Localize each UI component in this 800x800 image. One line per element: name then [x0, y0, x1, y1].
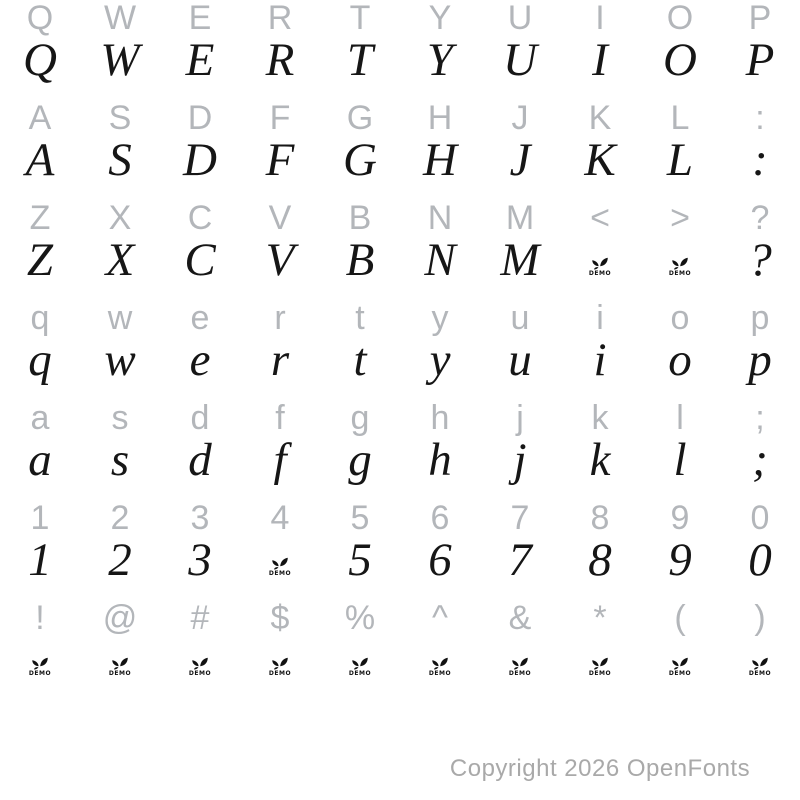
demo-placeholder-glyph — [509, 654, 531, 677]
demo-placeholder-label: DEMO — [588, 270, 612, 277]
reference-glyph: ) — [754, 599, 766, 637]
reference-glyph: 9 — [670, 499, 690, 537]
rendered-glyph-demo-placeholder — [240, 637, 320, 685]
demo-placeholder-glyph — [349, 654, 371, 677]
reference-row-symbols-row — [0, 601, 800, 635]
reference-glyph: C — [187, 199, 213, 237]
fleuron-ornament-icon — [189, 654, 211, 670]
reference-glyph: l — [676, 399, 684, 437]
reference-glyph: r — [274, 299, 286, 337]
reference-glyph: Y — [428, 0, 452, 37]
demo-placeholder-label: DEMO — [268, 570, 292, 577]
reference-glyph: s — [111, 399, 129, 437]
rendered-glyph-demo-placeholder — [400, 637, 480, 685]
rendered-glyph: C — [184, 234, 216, 286]
fleuron-ornament-icon — [749, 654, 771, 670]
rendered-glyph: ? — [748, 234, 772, 286]
reference-glyph: R — [267, 0, 293, 37]
rendered-glyph: 6 — [428, 534, 452, 586]
rendered-glyph: G — [343, 134, 377, 186]
reference-row-uppercase-top-row — [0, 1, 800, 35]
reference-glyph: M — [505, 199, 535, 237]
reference-glyph: e — [190, 299, 210, 337]
demo-placeholder-glyph — [749, 654, 771, 677]
demo-placeholder-label: DEMO — [28, 670, 52, 677]
copyright-watermark: Copyright 2026 OpenFonts — [449, 755, 751, 782]
rendered-row-lowercase-top-row — [0, 334, 800, 386]
rendered-glyph-demo-placeholder — [160, 637, 240, 685]
rendered-glyph: k — [589, 434, 611, 486]
reference-glyph: G — [346, 99, 374, 137]
rendered-glyph: B — [345, 234, 375, 286]
demo-placeholder-glyph — [109, 654, 131, 677]
demo-placeholder-label: DEMO — [668, 270, 692, 277]
rendered-glyph: M — [500, 234, 540, 286]
rendered-row-symbols-row — [0, 637, 800, 685]
reference-glyph: H — [427, 99, 453, 137]
rendered-glyph: f — [273, 434, 287, 486]
reference-glyph: F — [269, 99, 291, 137]
reference-glyph: g — [350, 399, 370, 437]
reference-glyph: : — [755, 99, 765, 137]
rendered-glyph: X — [105, 234, 135, 286]
rendered-glyph-demo-placeholder — [640, 637, 720, 685]
reference-glyph: 5 — [350, 499, 370, 537]
reference-glyph: # — [190, 599, 210, 637]
fleuron-ornament-icon — [29, 654, 51, 670]
demo-placeholder-glyph — [269, 654, 291, 677]
rendered-glyph: h — [428, 434, 452, 486]
demo-placeholder-glyph — [669, 654, 691, 677]
rendered-glyph-demo-placeholder — [240, 537, 320, 585]
reference-glyph: k — [591, 399, 609, 437]
rendered-glyph: 8 — [588, 534, 612, 586]
reference-glyph: K — [588, 99, 612, 137]
rendered-glyph: j — [513, 434, 527, 486]
rendered-glyph-demo-placeholder — [560, 237, 640, 285]
rendered-glyph-demo-placeholder — [320, 637, 400, 685]
reference-glyph: f — [275, 399, 285, 437]
reference-glyph: j — [516, 399, 524, 437]
reference-row-lowercase-home-row — [0, 401, 800, 435]
reference-glyph: d — [190, 399, 210, 437]
fleuron-ornament-icon — [589, 254, 611, 270]
reference-glyph: B — [348, 199, 372, 237]
reference-glyph: E — [188, 0, 212, 37]
rendered-glyph: T — [346, 34, 374, 86]
rendered-glyph-demo-placeholder — [0, 637, 80, 685]
reference-glyph: ; — [755, 399, 765, 437]
rendered-glyph: S — [108, 134, 132, 186]
rendered-glyph: Y — [426, 34, 454, 86]
rendered-glyph: p — [748, 334, 772, 386]
rendered-glyph: 9 — [668, 534, 692, 586]
reference-glyph: ( — [674, 599, 686, 637]
reference-glyph: 8 — [590, 499, 610, 537]
demo-placeholder-label: DEMO — [108, 670, 132, 677]
rendered-glyph: d — [188, 434, 212, 486]
rendered-glyph: u — [508, 334, 532, 386]
rendered-glyph: l — [673, 434, 687, 486]
reference-glyph: V — [268, 199, 292, 237]
demo-placeholder-label: DEMO — [668, 670, 692, 677]
demo-placeholder-label: DEMO — [188, 670, 212, 677]
rendered-glyph: 3 — [188, 534, 212, 586]
reference-glyph: 1 — [30, 499, 50, 537]
reference-glyph: N — [427, 199, 453, 237]
rendered-glyph: 0 — [748, 534, 772, 586]
rendered-glyph-demo-placeholder — [720, 637, 800, 685]
rendered-row-lowercase-home-row — [0, 434, 800, 486]
reference-glyph: y — [431, 299, 449, 337]
rendered-glyph: ; — [752, 434, 768, 486]
reference-glyph: U — [507, 0, 533, 37]
rendered-glyph: r — [270, 334, 290, 386]
reference-glyph: J — [511, 99, 529, 137]
fleuron-ornament-icon — [429, 654, 451, 670]
reference-glyph: q — [30, 299, 50, 337]
demo-placeholder-label: DEMO — [268, 670, 292, 677]
demo-placeholder-glyph — [269, 554, 291, 577]
rendered-glyph: L — [666, 134, 694, 186]
reference-glyph: o — [670, 299, 690, 337]
reference-glyph: > — [670, 199, 690, 237]
reference-glyph: % — [344, 599, 376, 637]
reference-glyph: T — [349, 0, 371, 37]
rendered-glyph: 2 — [108, 534, 132, 586]
rendered-glyph: y — [429, 334, 451, 386]
reference-glyph: 4 — [270, 499, 290, 537]
reference-glyph: t — [355, 299, 365, 337]
fleuron-ornament-icon — [669, 654, 691, 670]
rendered-glyph: a — [28, 434, 52, 486]
demo-placeholder-label: DEMO — [508, 670, 532, 677]
reference-glyph: I — [595, 0, 605, 37]
demo-placeholder-glyph — [669, 254, 691, 277]
rendered-glyph: A — [25, 134, 55, 186]
reference-glyph: Z — [29, 199, 51, 237]
demo-placeholder-glyph — [429, 654, 451, 677]
rendered-glyph: 1 — [28, 534, 52, 586]
reference-glyph: S — [108, 99, 132, 137]
rendered-glyph: J — [509, 134, 531, 186]
rendered-glyph-demo-placeholder — [640, 237, 720, 285]
demo-placeholder-label: DEMO — [588, 670, 612, 677]
rendered-glyph: Z — [26, 234, 54, 286]
rendered-glyph: e — [189, 334, 211, 386]
reference-glyph: ? — [750, 199, 770, 237]
rendered-glyph: U — [503, 34, 537, 86]
reference-glyph: & — [508, 599, 532, 637]
reference-glyph: p — [750, 299, 770, 337]
reference-row-digits-row — [0, 501, 800, 535]
rendered-glyph: V — [265, 234, 295, 286]
rendered-row-uppercase-home-row — [0, 134, 800, 186]
reference-glyph: < — [590, 199, 610, 237]
rendered-glyph: q — [28, 334, 52, 386]
reference-glyph: 7 — [510, 499, 530, 537]
rendered-glyph: g — [348, 434, 372, 486]
fleuron-ornament-icon — [349, 654, 371, 670]
demo-placeholder-glyph — [189, 654, 211, 677]
reference-glyph: $ — [270, 599, 290, 637]
rendered-glyph: s — [110, 434, 130, 486]
reference-glyph: W — [103, 0, 137, 37]
reference-glyph: A — [28, 99, 52, 137]
fleuron-ornament-icon — [669, 254, 691, 270]
reference-glyph: ^ — [432, 599, 448, 637]
demo-placeholder-label: DEMO — [428, 670, 452, 677]
rendered-glyph-demo-placeholder — [80, 637, 160, 685]
reference-glyph: @ — [102, 599, 138, 637]
rendered-glyph: F — [265, 134, 295, 186]
rendered-glyph: o — [668, 334, 692, 386]
rendered-glyph: P — [745, 34, 775, 86]
reference-glyph: 0 — [750, 499, 770, 537]
reference-glyph: i — [596, 299, 604, 337]
reference-glyph: P — [748, 0, 772, 37]
rendered-glyph-demo-placeholder — [560, 637, 640, 685]
fleuron-ornament-icon — [109, 654, 131, 670]
demo-placeholder-glyph — [29, 654, 51, 677]
demo-placeholder-label: DEMO — [348, 670, 372, 677]
rendered-glyph: : — [752, 134, 768, 186]
rendered-row-digits-row — [0, 534, 800, 586]
rendered-row-uppercase-bottom-row — [0, 234, 800, 286]
reference-glyph: 2 — [110, 499, 130, 537]
rendered-row-uppercase-top-row — [0, 34, 800, 86]
rendered-glyph-demo-placeholder — [480, 637, 560, 685]
rendered-glyph: W — [100, 34, 140, 86]
rendered-glyph: 5 — [348, 534, 372, 586]
reference-glyph: Q — [26, 0, 54, 37]
demo-placeholder-label: DEMO — [748, 670, 772, 677]
reference-glyph: h — [430, 399, 450, 437]
reference-row-uppercase-bottom-row — [0, 201, 800, 235]
reference-glyph: L — [670, 99, 690, 137]
reference-row-uppercase-home-row — [0, 101, 800, 135]
rendered-glyph: I — [592, 34, 608, 86]
reference-glyph: * — [593, 599, 607, 637]
demo-placeholder-glyph — [589, 254, 611, 277]
reference-glyph: 6 — [430, 499, 450, 537]
rendered-glyph: K — [584, 134, 616, 186]
reference-glyph: w — [107, 299, 133, 337]
rendered-glyph: O — [663, 34, 697, 86]
reference-glyph: X — [108, 199, 132, 237]
rendered-glyph: i — [593, 334, 607, 386]
rendered-glyph: R — [265, 34, 295, 86]
reference-glyph: O — [666, 0, 694, 37]
rendered-glyph: D — [183, 134, 217, 186]
fleuron-ornament-icon — [269, 654, 291, 670]
rendered-glyph: E — [185, 34, 215, 86]
rendered-glyph: t — [353, 334, 367, 386]
reference-glyph: D — [187, 99, 213, 137]
fleuron-ornament-icon — [269, 554, 291, 570]
demo-placeholder-glyph — [589, 654, 611, 677]
fleuron-ornament-icon — [589, 654, 611, 670]
rendered-glyph: 7 — [508, 534, 532, 586]
reference-row-lowercase-top-row — [0, 301, 800, 335]
fleuron-ornament-icon — [509, 654, 531, 670]
reference-glyph: u — [510, 299, 530, 337]
reference-glyph: ! — [35, 599, 45, 637]
rendered-glyph: w — [104, 334, 136, 386]
rendered-glyph: H — [423, 134, 457, 186]
rendered-glyph: Q — [23, 34, 57, 86]
rendered-glyph: N — [424, 234, 456, 286]
reference-glyph: 3 — [190, 499, 210, 537]
reference-glyph: a — [30, 399, 50, 437]
